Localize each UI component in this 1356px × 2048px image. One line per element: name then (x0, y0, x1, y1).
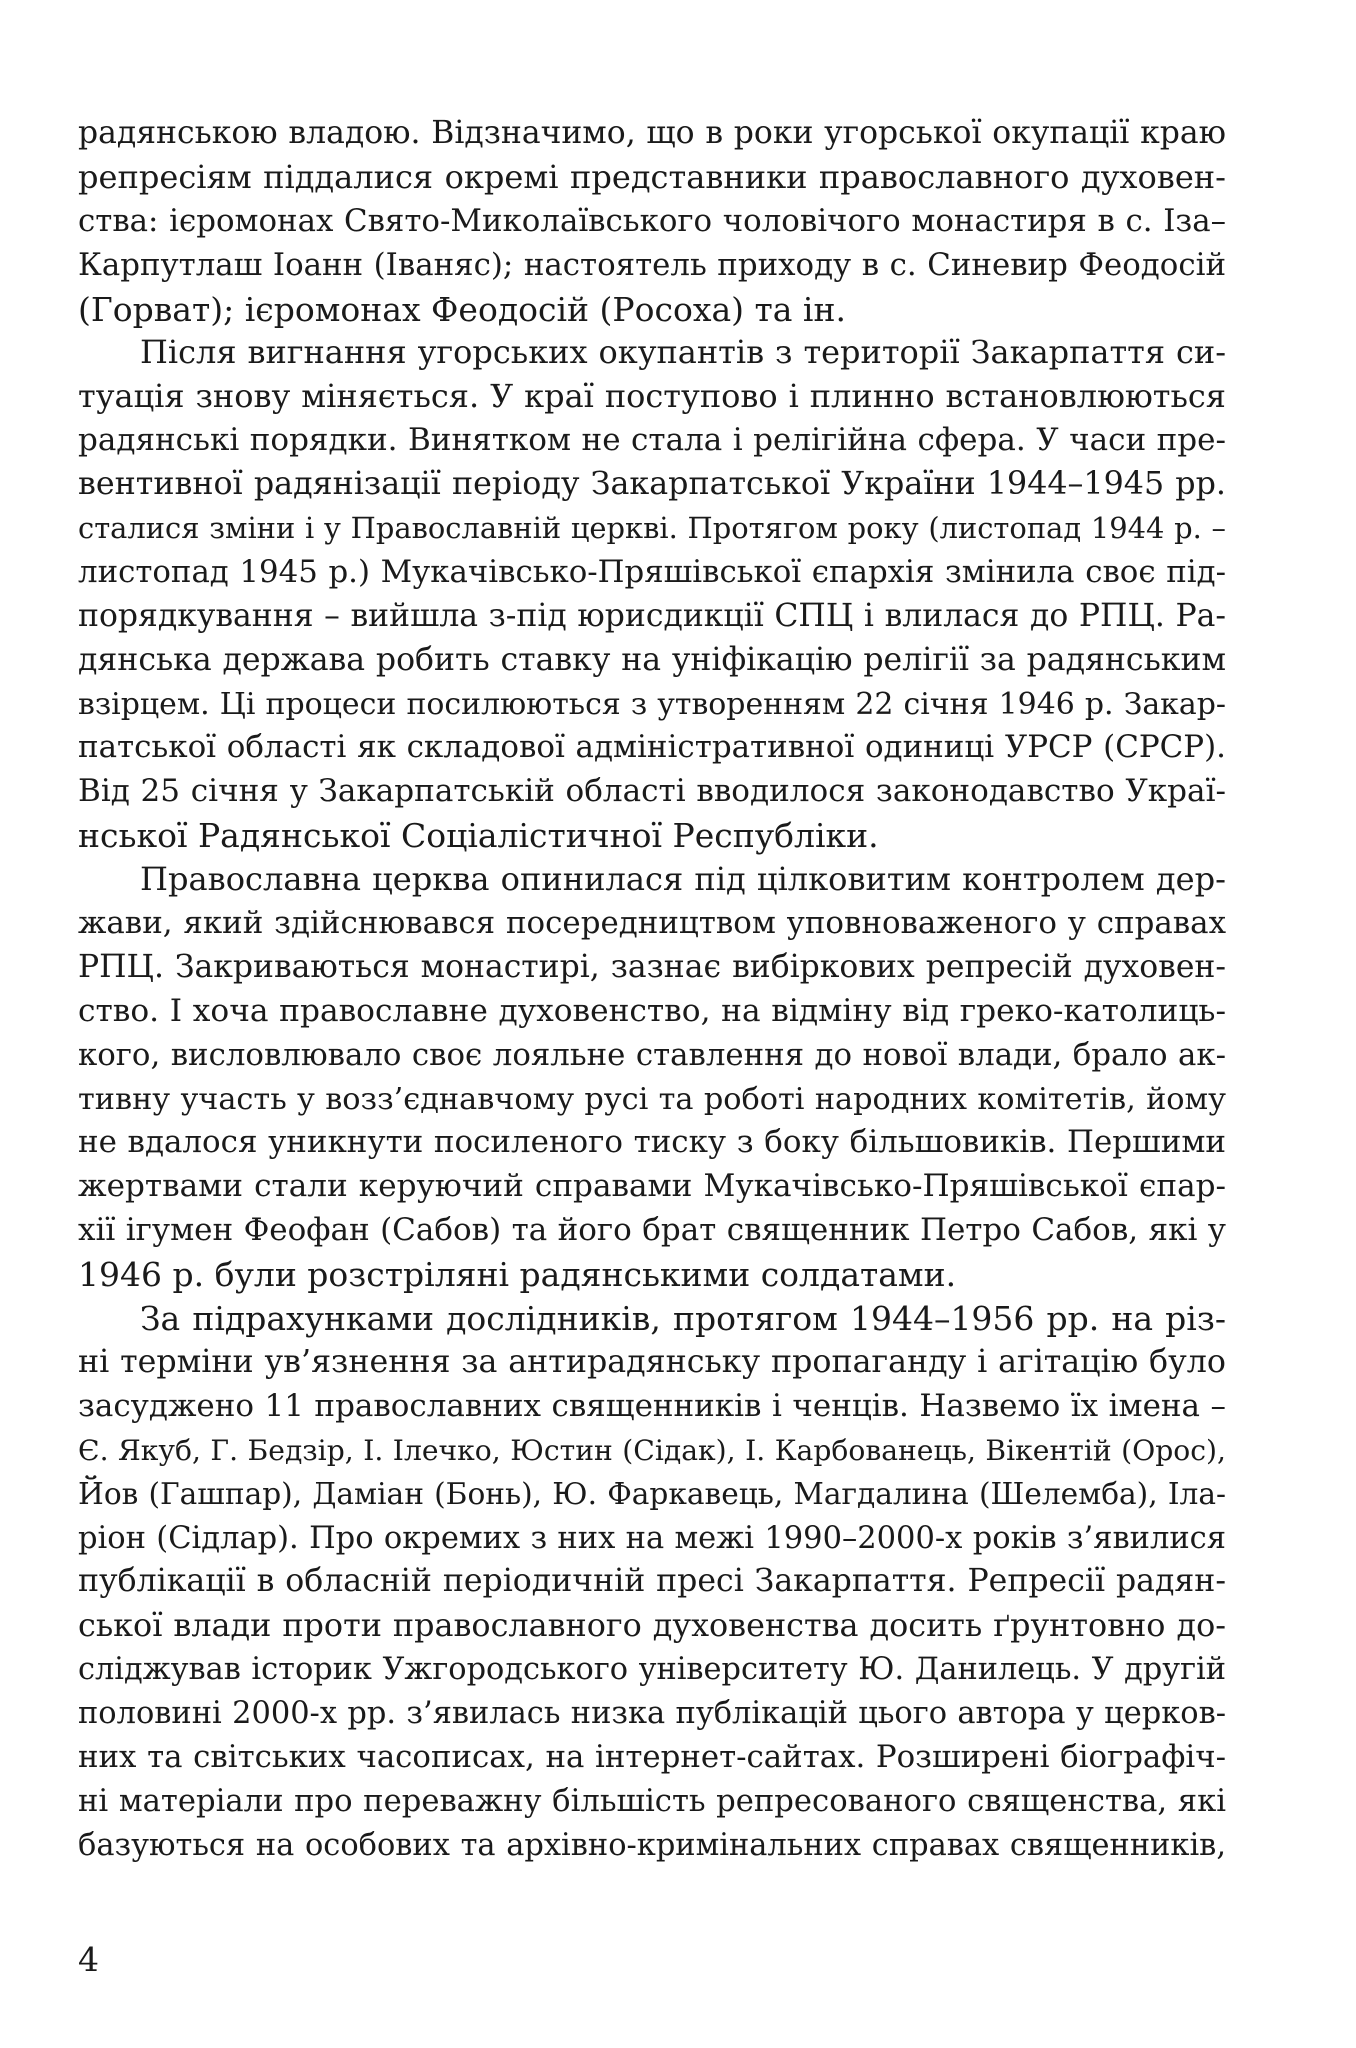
text-line: них та світських часописах, на інтернет-сайтах. Розширені біографіч- (78, 1738, 1226, 1775)
text-line: Йов (Гашпар), Даміан (Бонь), Ю. Фаркавець, Магдалина (Шелемба), Іла- (78, 1476, 1226, 1511)
text-line: нської Радянської Соціалістичної Республіки. (78, 816, 879, 856)
text-line: жави, який здійснювався посередництвом уповноваженого у справах (78, 905, 1226, 942)
text-line: хії ігумен Феофан (Сабов) та його брат священник Петро Сабов, які у (78, 1212, 1226, 1249)
text-line: Є. Якуб, Г. Бедзір, І. Ілечко, Юстин (Сідак), І. Карбованець, Вікентій (Орос), (78, 1433, 1226, 1467)
text-line: РПЦ. Закриваються монастирі, зазнає вибіркових репресій духовен- (78, 948, 1226, 985)
text-line: тивну участь у возз’єднавчому русі та роботі народних комітетів, йому (78, 1081, 1226, 1117)
body-text (78, 112, 1226, 1868)
text-line: (Горват); ієромонах Феодосій (Росоха) та ін. (78, 289, 846, 329)
text-line: публікації в обласній періодичній пресі Закарпаття. Репресії радян- (78, 1563, 1226, 1600)
text-line: засуджено 11 православних священників і ченців. Назвемо їх імена – (78, 1387, 1226, 1424)
paragraph (78, 1297, 1226, 1868)
text-line: репресіям піддалися окремі представники православного духовен- (78, 157, 1226, 196)
text-line: патської області як складової адміністративної одиниці УРСР (СРСР). (78, 729, 1226, 766)
paragraph (78, 331, 1226, 858)
text-line: ні матеріали про переважну більшість репресованого священства, які (78, 1783, 1226, 1819)
text-line: ні терміни ув’язнення за антирадянську пропаганду і агітацію було (78, 1343, 1226, 1380)
text-line: половині 2000-х рр. з’явилась низка публікацій цього автора у церков- (78, 1696, 1226, 1732)
text-line: дянська держава робить ставку на уніфікацію релігії за радянським (78, 641, 1226, 678)
text-line: жертвами стали керуючий справами Мукачівсько-Пряшівської єпар- (78, 1168, 1226, 1205)
paragraph (78, 112, 1226, 331)
text-line: ства: ієромонах Свято-Миколаївського чоловічого монастиря в с. Іза– (78, 202, 1226, 239)
text-line: Від 25 січня у Закарпатській області вводилося законодавство Украї- (78, 773, 1226, 810)
page-number: 4 (78, 1940, 99, 1979)
text-line: кого, висловлювало своє лояльне ставлення до нової влади, брало ак- (78, 1036, 1226, 1073)
text-line: сліджував історик Ужгородського університету Ю. Данилець. У другій (78, 1652, 1226, 1688)
text-line: листопад 1945 р.) Мукачівсько-Пряшівської єпархія змінила своє під- (78, 553, 1226, 590)
text-line: Після вигнання угорських окупантів з території Закарпаття си- (140, 333, 1226, 372)
text-line: ської влади проти православного духовенства досить ґрунтовно до- (78, 1606, 1226, 1645)
text-line: радянською владою. Відзначимо, що в роки угорської окупації краю (78, 115, 1226, 151)
text-line: Карпутлаш Іоанн (Іваняс); настоятель приходу в с. Синевир Феодосій (78, 246, 1226, 283)
text-line: не вдалося уникнути посиленого тиску з боку більшовиків. Першими (78, 1124, 1226, 1161)
text-line: За підрахунками дослідників, протягом 1944–1956 рр. на різ- (140, 1299, 1226, 1339)
text-line: вентивної радянізації періоду Закарпатської України 1944–1945 рр. (78, 466, 1226, 503)
text-line: 1946 р. були розстріляні радянськими солдатами. (78, 1255, 957, 1295)
text-line: порядкування – вийшла з-під юрисдикції СПЦ і влилася до РПЦ. Ра- (78, 597, 1226, 634)
text-line: радянські порядки. Винятком не стала і релігійна сфера. У часи пре- (78, 422, 1226, 459)
text-line: ріон (Сідлар). Про окремих з них на межі 1990–2000-х років з’явилися (78, 1520, 1226, 1556)
text-line: базуються на особових та архівно-кримінальних справах священників, (78, 1827, 1226, 1863)
text-line: туація знову міняється. У краї поступово і плинно встановлюються (78, 377, 1226, 416)
paragraph (78, 858, 1226, 1297)
text-line: сталися зміни і у Православній церкві. Протягом року (листопад 1944 р. – (78, 511, 1226, 546)
text-line: ство. І хоча православне духовенство, на відміну від греко-католиць- (78, 992, 1226, 1029)
text-line: взірцем. Ці процеси посилюються з утворенням 22 січня 1946 р. Закар- (78, 686, 1226, 722)
text-line: Православна церква опинилася під цілковитим контролем дер- (140, 860, 1226, 899)
